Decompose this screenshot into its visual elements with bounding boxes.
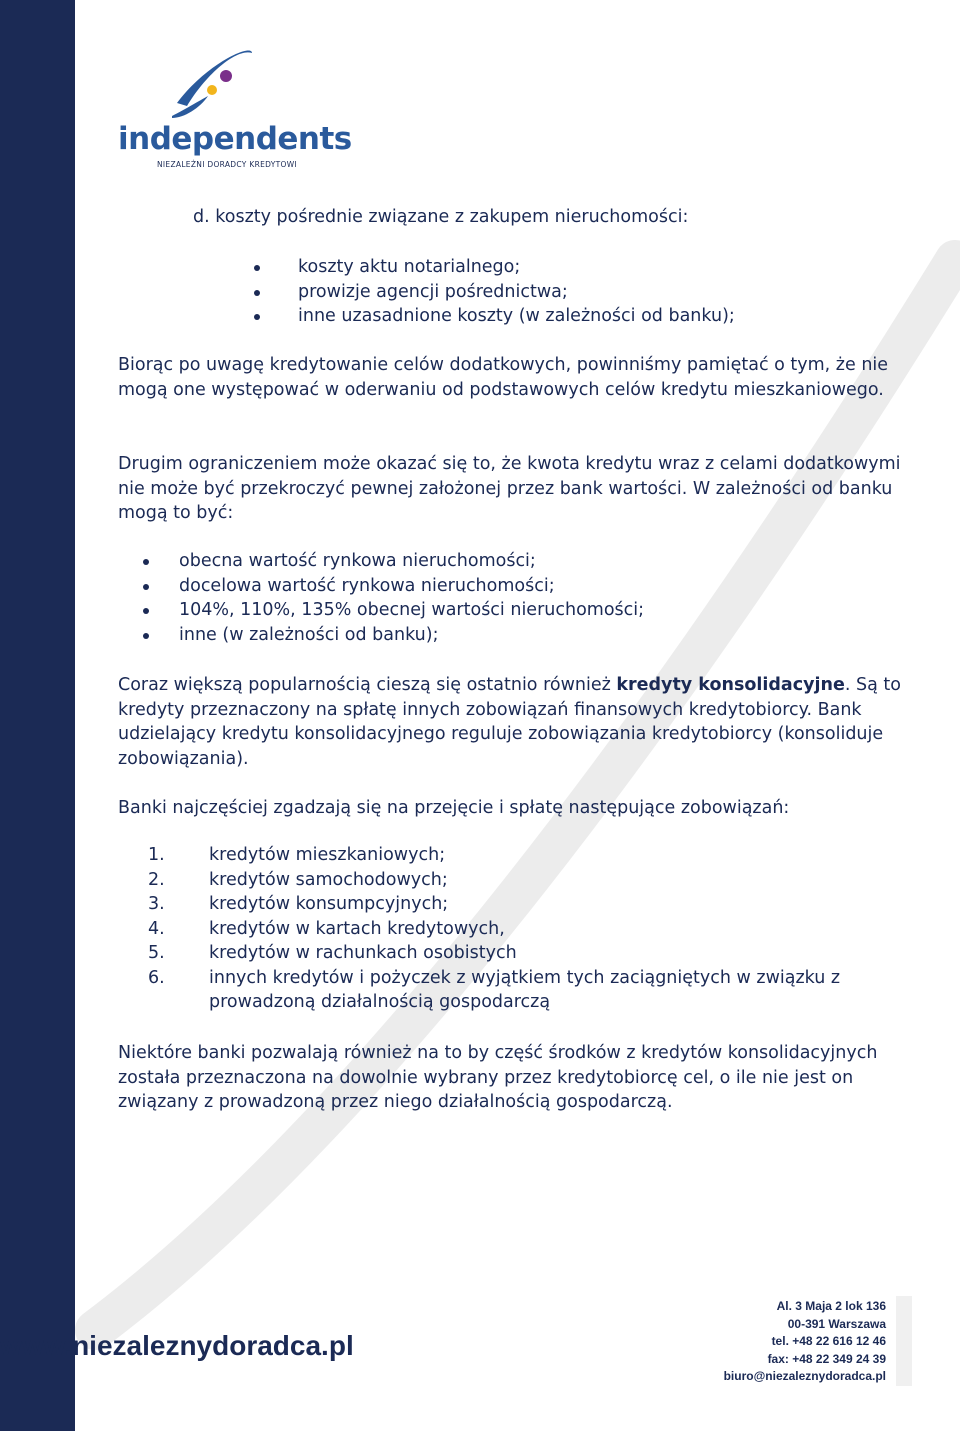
footer-fax: fax: +48 22 349 24 39: [767, 1351, 886, 1366]
list-number: 5.: [148, 943, 165, 963]
list-item: docelowa wartość rynkowa nieruchomości;: [179, 574, 644, 599]
obligations-list: [148, 843, 888, 1015]
list-item: inne (w zależności od banku);: [179, 623, 644, 648]
paragraph-limit: Drugim ograniczeniem może okazać się to, że kwota kredytu wraz z celami dodatkowymi nie może być przekroczyć pewnej założonej przez bank wartości. W zależności od banku mogą to być:: [118, 454, 901, 523]
footer-email-link[interactable]: biuro@niezaleznydoradca.pl: [723, 1369, 886, 1384]
list-item: prowizje agencji pośrednictwa;: [298, 280, 735, 305]
consolidation-term: kredyty konsolidacyjne: [616, 675, 845, 695]
section-d-heading: d. koszty pośrednie związane z zakupem nieruchomości:: [193, 207, 689, 227]
list-item: [148, 843, 888, 868]
indirect-costs-list: [298, 255, 735, 329]
list-text: kredytów w kartach kredytowych,: [209, 918, 505, 939]
list-text: kredytów samochodowych;: [209, 869, 448, 890]
footer-contact: [724, 1298, 886, 1386]
list-number: 1.: [148, 845, 165, 865]
list-item: [148, 892, 888, 917]
list-item: [148, 966, 888, 1015]
list-item: [148, 941, 888, 966]
list-text: kredytów w rachunkach osobistych: [209, 943, 517, 963]
logo-tagline: NIEZALEŻNI DORADCY KREDYTOWI: [157, 160, 297, 169]
paragraph-additional-goals: Biorąc po uwagę kredytowanie celów dodatkowych, powinniśmy pamiętać o tym, że nie mogą one występować w oderwaniu od podstawowych celów kredytu mieszkaniowego.: [118, 355, 889, 400]
footer-website-link[interactable]: www.niezaleznydoradca.pl: [0, 1330, 354, 1361]
logo-wordmark: independents: [118, 121, 352, 157]
left-sidebar-bar: [0, 0, 75, 1431]
list-item: 104%, 110%, 135% obecnej wartości nieruchomości;: [179, 598, 644, 623]
list-text: innych kredytów i pożyczek z wyjątkiem tych zaciągniętych w związku z prowadzoną działalnością gospodarczą: [209, 967, 841, 1012]
paragraph-free-purpose: Niektóre banki pozwalają również na to by część środków z kredytów konsolidacyjnych została przeznaczona na dowolnie wybrany przez kredytobiorcę cel, o ile nie jest on związany z prowadzoną przez niego działalnością gospodarczą.: [118, 1043, 878, 1112]
list-number: 4.: [148, 918, 165, 939]
list-item: inne uzasadnione koszty (w zależności od banku);: [298, 304, 735, 329]
consolidation-rest: . Są to kredyty przeznaczony na spłatę innych zobowiązań finansowych kredytobiorcy. Bank udzielający kredytu konsolidacyjnego reguluje zobowiązania kredytobiorcy (konsoliduje zobowiązania).: [118, 675, 901, 769]
footer-address-street: Al. 3 Maja 2 lok 136: [776, 1299, 886, 1313]
value-limits-list: [179, 549, 644, 647]
list-text: kredytów konsumpcyjnych;: [209, 894, 449, 914]
list-item: [148, 917, 888, 942]
list-item: [148, 868, 888, 893]
footer-address-city: 00-391 Warszawa: [787, 1316, 886, 1331]
list-number: 6.: [148, 967, 165, 988]
list-item: obecna wartość rynkowa nieruchomości;: [179, 549, 644, 574]
logo-mark: [112, 38, 322, 178]
footer-decoration: [896, 1296, 912, 1386]
list-text: kredytów mieszkaniowych;: [209, 845, 446, 865]
paragraph-consolidation: [118, 673, 918, 771]
list-item: koszty aktu notarialnego;: [298, 255, 735, 280]
paragraph-obligations-intro: Banki najczęściej zgadzają się na przejęcie i spłatę następujące zobowiązań:: [118, 798, 790, 818]
footer-phone: tel. +48 22 616 12 46: [771, 1334, 886, 1349]
list-number: 3.: [148, 894, 165, 914]
list-number: 2.: [148, 869, 165, 890]
consolidation-lead: Coraz większą popularnością cieszą się ostatnio również: [118, 675, 617, 695]
